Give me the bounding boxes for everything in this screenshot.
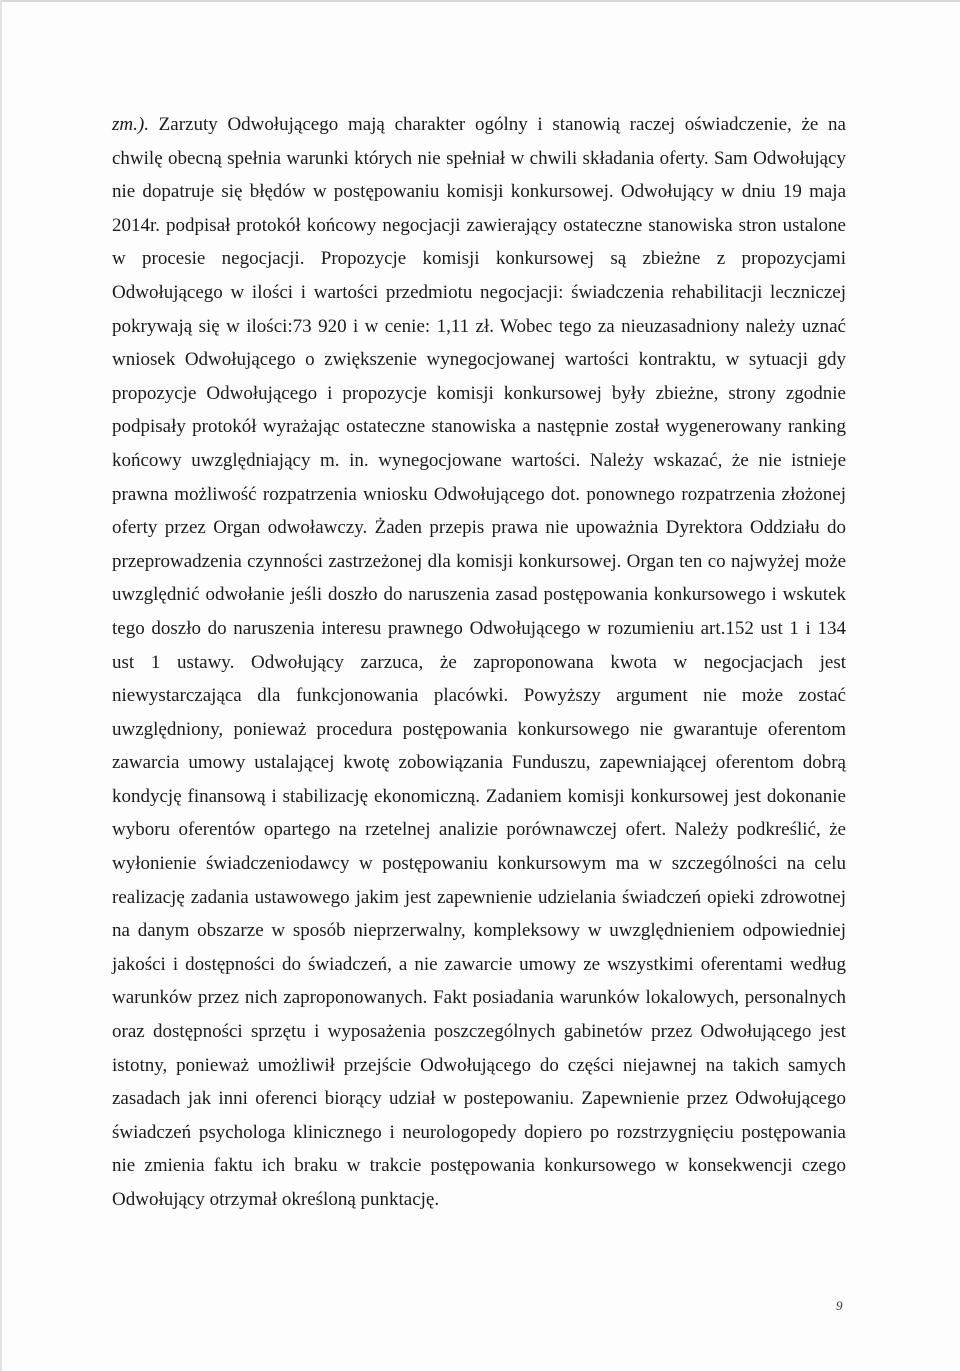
document-body [112, 108, 846, 1217]
page-number: 9 [836, 1298, 843, 1313]
scan-top-edge [0, 0, 960, 2]
lead-italic-fragment: zm.). [112, 114, 149, 135]
body-text: Zarzuty Odwołującego mają charakter ogólny i stanowią raczej oświadczenie, że na chwilę obecną spełnia warunki których nie spełniał w chwili składania oferty. Sam Odwołujący nie dopatruje się błędów w postępowaniu komisji konkursowej. Odwołujący w dniu 19 maja 2014r. podpisał protokół końcowy negocjacji zawierający ostateczne stanowiska stron ustalone w procesie negocjacji. Propozycje komisji konkursowej są zbieżne z propozycjami Odwołującego w ilości i wartości przedmiotu negocjacji: świadczenia rehabilitacji leczniczej pokrywają się w ilości:73 920 i w cenie: 1,11 zł. Wobec tego za nieuzasadniony należy uznać wniosek Odwołującego o zwiększenie wynegocjowanej wartości kontraktu, w sytuacji gdy propozycje Odwołującego i propozycje komisji konkursowej były zbieżne, strony zgodnie podpisały protokół wyrażając ostateczne stanowiska a następnie został wygenerowany ranking końcowy uwzględniający m. in. wynegocjowane wartości. Należy wskazać, że nie istnieje prawna możliwość rozpatrzenia wniosku Odwołującego dot. ponownego rozpatrzenia złożonej oferty przez Organ odwoławczy. Żaden przepis prawa nie upoważnia Dyrektora Oddziału do przeprowadzenia czynności zastrzeżonej dla komisji konkursowej. Organ ten co najwyżej może uwzględnić odwołanie jeśli doszło do naruszenia zasad postępowania konkursowego i wskutek tego doszło do naruszenia interesu prawnego Odwołującego w rozumieniu art.152 ust 1 i 134 ust 1 ustawy. Odwołujący zarzuca, że zaproponowana kwota w negocjacjach jest niewystarczająca dla funkcjonowania placówki. Powyższy argument nie może zostać uwzględniony, ponieważ procedura postępowania konkursowego nie gwarantuje oferentom zawarcia umowy ustalającej kwotę zobowiązania Funduszu, zapewniającej oferentom dobrą kondycję finansową i stabilizację ekonomiczną. Zadaniem komisji konkursowej jest dokonanie wyboru oferentów opartego na rzetelnej analizie porównawczej ofert. Należy podkreślić, że wyłonienie świadczeniodawcy w postępowaniu konkursowym ma w szczególności na celu realizację zadania ustawowego jakim jest zapewnienie udzielania świadczeń opieki zdrowotnej na danym obszarze w sposób nieprzerwalny, kompleksowy w uwzględnieniem odpowiedniej jakości i dostępności do świadczeń, a nie zawarcie umowy ze wszystkimi oferentami według warunków przez nich zaproponowanych. Fakt posiadania warunków lokalowych, personalnych oraz dostępności sprzętu i wyposażenia poszczególnych gabinetów przez Odwołującego jest istotny, ponieważ umożliwił przejście Odwołującego do części niejawnej na takich samych zasadach jak inni oferenci biorący udział w postepowaniu. Zapewnienie przez Odwołującego świadczeń psychologa klinicznego i neurologopedy dopiero po rozstrzygnięciu postępowania nie zmienia faktu ich braku w trakcie postępowania konkursowego w konsekwencji czego Odwołujący otrzymał określoną punktację. [112, 114, 846, 1210]
body-paragraph [112, 108, 846, 1217]
scan-left-edge [0, 0, 2, 1371]
